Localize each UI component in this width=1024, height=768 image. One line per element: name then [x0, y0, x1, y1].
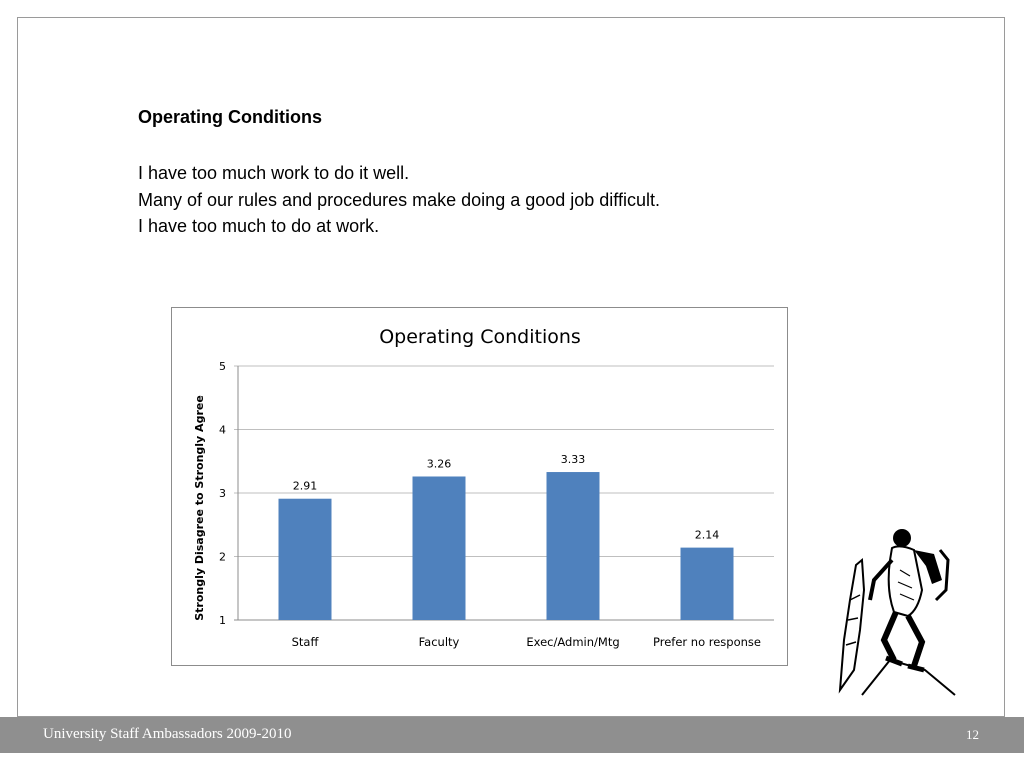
climber-figure-icon [830, 520, 970, 700]
bar [279, 499, 332, 620]
x-category-label: Staff [291, 635, 319, 649]
x-category-label: Faculty [418, 635, 460, 649]
statement-item: I have too much work to do it well. [138, 163, 410, 183]
y-tick-label: 3 [219, 487, 226, 500]
bar [681, 548, 734, 620]
data-label: 2.14 [694, 528, 720, 542]
slide-heading: Operating Conditions [138, 107, 322, 127]
y-tick-label: 5 [219, 360, 226, 373]
x-category-label: Exec/Admin/Mtg [526, 635, 620, 649]
bar [547, 472, 600, 620]
statement-item: I have too much to do at work. [138, 216, 380, 236]
bar [413, 476, 466, 620]
footer-text: University Staff Ambassadors 2009-2010 [43, 726, 292, 742]
chart-title: Operating Conditions [379, 326, 581, 348]
bars [279, 472, 734, 620]
y-axis-title: Strongly Disagree to Strongly Agree [193, 395, 206, 621]
statement-list [138, 160, 660, 240]
footer-bar [0, 717, 1024, 753]
y-tick-label: 1 [219, 614, 226, 627]
bar-chart [172, 308, 789, 667]
page-number: 12 [966, 727, 979, 742]
chart-container [171, 307, 788, 666]
data-label: 3.26 [426, 457, 452, 471]
data-label: 2.91 [292, 479, 318, 493]
x-category-label: Prefer no response [652, 635, 762, 649]
data-label: 3.33 [560, 453, 586, 467]
y-tick-label: 2 [219, 550, 226, 564]
y-tick-label: 4 [219, 423, 226, 437]
statement-item: Many of our rules and procedures make doing a good job difficult. [138, 189, 660, 210]
